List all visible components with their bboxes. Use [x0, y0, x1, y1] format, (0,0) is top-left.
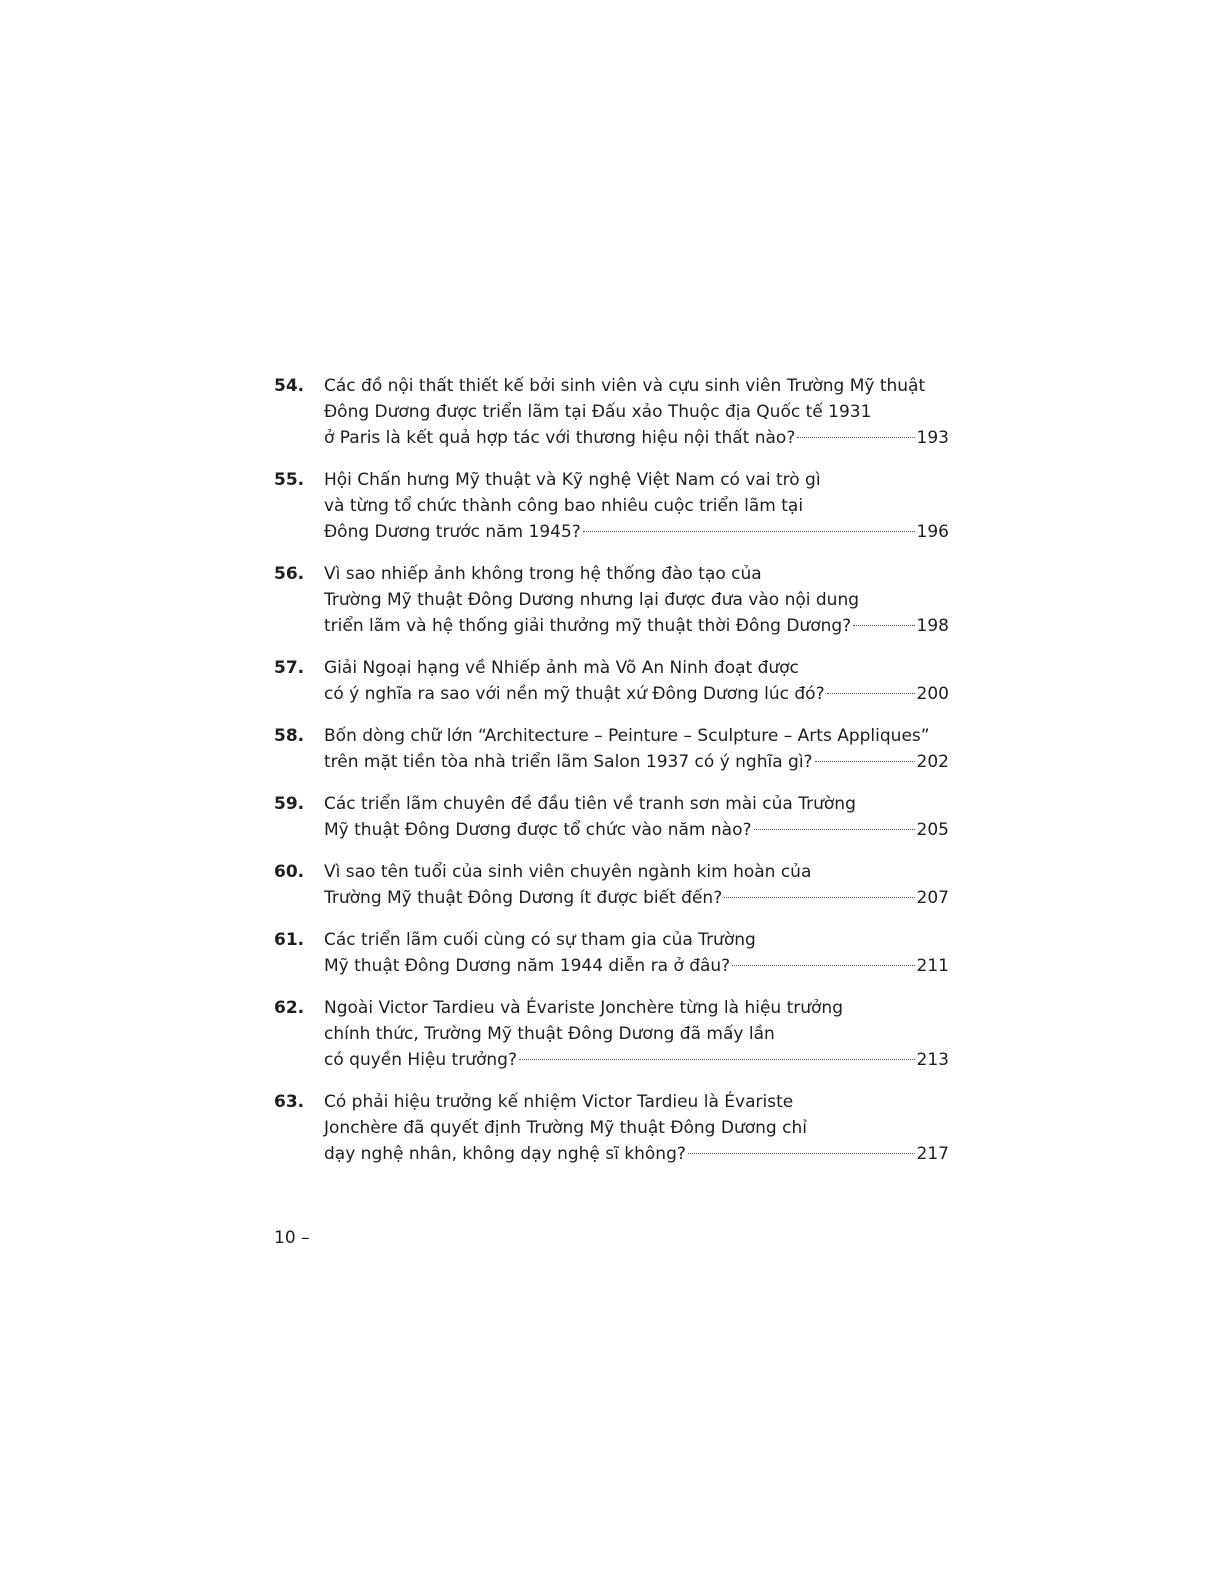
entry-last-line [324, 1141, 949, 1167]
toc-entry [274, 1089, 949, 1167]
entry-last-line [324, 681, 949, 707]
toc-entry [274, 655, 949, 707]
entry-title [324, 373, 949, 451]
entry-title-line: có quyền Hiệu trưởng? [324, 1050, 517, 1070]
toc-entry [274, 791, 949, 843]
toc-entry [274, 859, 949, 911]
dot-leader [688, 1153, 915, 1154]
entry-last-line [324, 425, 949, 451]
entry-page-number: 198 [916, 616, 949, 636]
toc-entry [274, 723, 949, 775]
dot-leader [724, 897, 914, 898]
entry-number: 54. [274, 376, 305, 396]
entry-number: 56. [274, 564, 305, 584]
entry-last-line [324, 817, 949, 843]
toc-entry [274, 561, 949, 639]
entry-title-line: và từng tổ chức thành công bao nhiêu cuộc triển lãm tại [324, 496, 804, 516]
entry-last-line [324, 749, 949, 775]
entry-number: 58. [274, 726, 305, 746]
entry-page-number: 205 [916, 820, 949, 840]
dot-leader [732, 965, 914, 966]
toc-entry [274, 373, 949, 451]
entry-last-line [324, 613, 949, 639]
entry-page-number: 202 [916, 752, 949, 772]
entry-title [324, 723, 949, 775]
entry-title-line: ở Paris là kết quả hợp tác với thương hiệu nội thất nào? [324, 428, 796, 448]
entry-number: 62. [274, 998, 305, 1018]
entry-page-number: 207 [916, 888, 949, 908]
entry-title [324, 927, 949, 979]
entry-title [324, 859, 949, 911]
entry-page-number: 211 [916, 956, 949, 976]
entry-title [324, 791, 949, 843]
page-folio: 10 – [274, 1228, 310, 1248]
entry-number: 55. [274, 470, 305, 490]
entry-title [324, 995, 949, 1073]
dot-leader [583, 531, 915, 532]
entry-number: 61. [274, 930, 305, 950]
entry-title-line: Đông Dương được triển lãm tại Đấu xảo Thuộc địa Quốc tế 1931 [324, 402, 872, 422]
entry-page-number: 213 [916, 1050, 949, 1070]
entry-last-line [324, 885, 949, 911]
entry-title-line: triển lãm và hệ thống giải thưởng mỹ thuật thời Đông Dương? [324, 616, 852, 636]
entry-title [324, 561, 949, 639]
entry-title [324, 1089, 949, 1167]
entry-title-line: Trường Mỹ thuật Đông Dương nhưng lại được đưa vào nội dung [324, 590, 860, 610]
entry-title-line: Vì sao tên tuổi của sinh viên chuyên ngành kim hoàn của [324, 862, 812, 882]
entry-title-line: có ý nghĩa ra sao với nền mỹ thuật xứ Đông Dương lúc đó? [324, 684, 825, 704]
entry-title-line: Giải Ngoại hạng về Nhiếp ảnh mà Võ An Ninh đoạt được [324, 658, 799, 678]
entry-number: 60. [274, 862, 305, 882]
entry-title-line: Các triển lãm chuyên đề đầu tiên về tranh sơn mài của Trường [324, 794, 856, 814]
entry-title-line: Mỹ thuật Đông Dương năm 1944 diễn ra ở đâu? [324, 956, 731, 976]
entry-title-line: Mỹ thuật Đông Dương được tổ chức vào năm nào? [324, 820, 752, 840]
entry-title-line: Vì sao nhiếp ảnh không trong hệ thống đào tạo của [324, 564, 762, 584]
entry-title [324, 467, 949, 545]
entry-title-line: Trường Mỹ thuật Đông Dương ít được biết đến? [324, 888, 723, 908]
entry-title-line: Có phải hiệu trưởng kế nhiệm Victor Tardieu là Évariste [324, 1092, 794, 1112]
entry-title-line: Jonchère đã quyết định Trường Mỹ thuật Đông Dương chỉ [324, 1118, 807, 1138]
entry-page-number: 196 [916, 522, 949, 542]
entry-title-line: Đông Dương trước năm 1945? [324, 522, 581, 542]
dot-leader [815, 761, 915, 762]
entry-title-line: Hội Chấn hưng Mỹ thuật và Kỹ nghệ Việt Nam có vai trò gì [324, 470, 821, 490]
dot-leader [827, 693, 915, 694]
entry-page-number: 200 [916, 684, 949, 704]
dot-leader [519, 1059, 915, 1060]
entry-title [324, 655, 949, 707]
entry-number: 59. [274, 794, 305, 814]
dot-leader [797, 437, 914, 438]
dot-leader [853, 625, 914, 626]
entry-page-number: 193 [916, 428, 949, 448]
table-of-contents [274, 373, 949, 1183]
entry-title-line: Các triển lãm cuối cùng có sự tham gia của Trường [324, 930, 756, 950]
entry-title-line: Các đồ nội thất thiết kế bởi sinh viên và cựu sinh viên Trường Mỹ thuật [324, 376, 926, 396]
entry-title-line: chính thức, Trường Mỹ thuật Đông Dương đã mấy lần [324, 1024, 775, 1044]
toc-entry [274, 467, 949, 545]
entry-number: 57. [274, 658, 305, 678]
entry-title-line: trên mặt tiền tòa nhà triển lãm Salon 1937 có ý nghĩa gì? [324, 752, 813, 772]
entry-title-line: Ngoài Victor Tardieu và Évariste Jonchère từng là hiệu trưởng [324, 998, 843, 1018]
entry-last-line [324, 1047, 949, 1073]
entry-last-line [324, 519, 949, 545]
toc-entry [274, 995, 949, 1073]
entry-page-number: 217 [916, 1144, 949, 1164]
entry-title-line: dạy nghệ nhân, không dạy nghệ sĩ không? [324, 1144, 686, 1164]
toc-entry [274, 927, 949, 979]
entry-title-line: Bốn dòng chữ lớn “Architecture – Peinture – Sculpture – Arts Appliques” [324, 726, 930, 746]
entry-last-line [324, 953, 949, 979]
entry-number: 63. [274, 1092, 305, 1112]
dot-leader [754, 829, 915, 830]
